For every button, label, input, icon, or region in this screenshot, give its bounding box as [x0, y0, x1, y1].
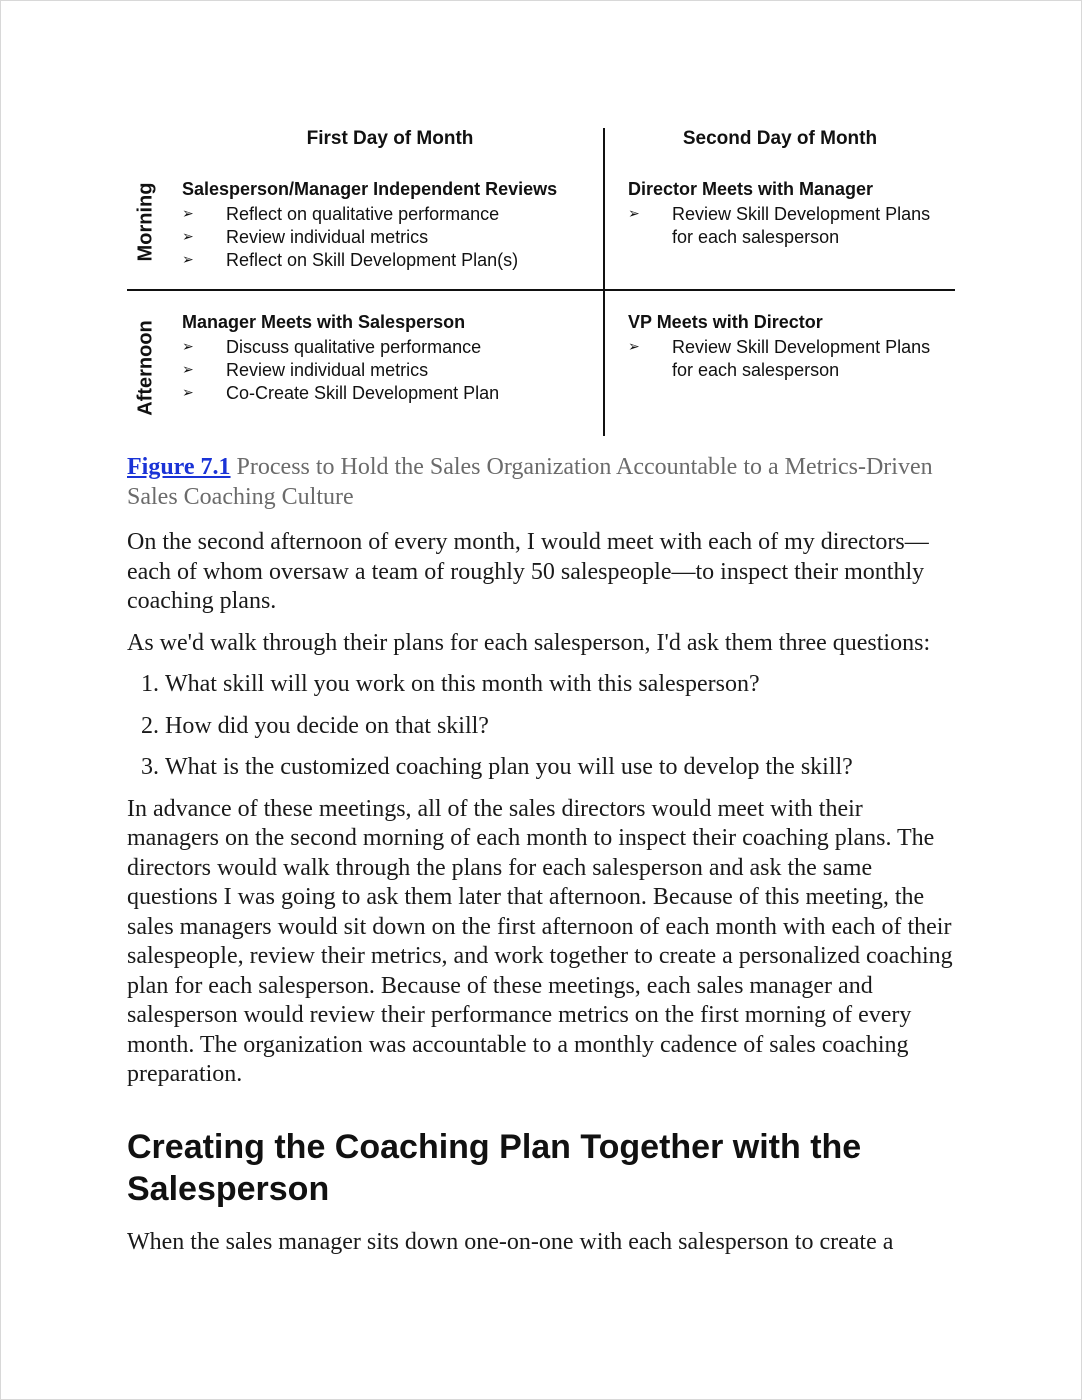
cell-title: Director Meets with Manager — [628, 179, 874, 199]
figure-link[interactable]: Figure 7.1 — [127, 454, 231, 480]
cell-first-afternoon — [182, 312, 499, 405]
column-header-second-day: Second Day of Month — [682, 128, 878, 149]
cell-bullet-item: ➢ Review Skill Development Plans — [628, 337, 931, 357]
cell-first-morning — [182, 179, 557, 272]
arrow-bullet-icon: ➢ — [182, 229, 194, 245]
figure-7-1 — [127, 118, 957, 438]
paragraph: On the second afternoon of every month, I would meet with each of my directors—each of whom oversaw a team of roughly 50 salespeople—to inspect their monthly coaching plans. — [127, 529, 929, 614]
cell-bullet-continuation: for each salesperson — [672, 360, 840, 380]
arrow-bullet-icon: ➢ — [182, 252, 194, 268]
cell-title: Salesperson/Manager Independent Reviews — [182, 179, 558, 199]
row-label-morning: Morning — [134, 182, 157, 262]
arrow-bullet-icon: ➢ — [628, 206, 640, 222]
cell-second-afternoon — [628, 312, 930, 382]
section-heading: Creating the Coaching Plan Together with the Salesperson — [127, 1127, 862, 1208]
question-list — [127, 670, 957, 783]
list-item: 1. What skill will you work on this month with this salesperson? — [165, 670, 957, 700]
body-text — [127, 528, 957, 1269]
arrow-bullet-icon: ➢ — [182, 339, 194, 355]
column-header-first-day: First Day of Month — [306, 128, 474, 149]
figure-horizontal-divider — [127, 289, 955, 291]
cell-bullet-item: ➢ Reflect on qualitative performance — [182, 204, 500, 224]
cell-title: Manager Meets with Salesperson — [182, 312, 466, 332]
paragraph: As we'd walk through their plans for each salesperson, I'd ask them three questions: — [127, 629, 931, 656]
figure-vertical-divider — [603, 128, 605, 436]
cell-title: VP Meets with Director — [628, 312, 823, 332]
cell-bullet-item: ➢ Co-Create Skill Development Plan — [182, 383, 500, 403]
figure-caption — [127, 452, 957, 512]
caption-text: Process to Hold the Sales Organization Accountable to a Metrics-Driven Sales Coaching Culture — [127, 454, 933, 510]
cell-second-morning — [628, 179, 930, 249]
list-item: 3. What is the customized coaching plan you will use to develop the skill? — [165, 753, 957, 783]
row-label-afternoon: Afternoon — [134, 320, 157, 416]
arrow-bullet-icon: ➢ — [182, 206, 194, 222]
list-item: 2. How did you decide on that skill? — [165, 712, 957, 742]
cell-bullet-item: ➢ Discuss qualitative performance — [182, 337, 482, 357]
paragraph: In advance of these meetings, all of the sales directors would meet with their managers on the second morning of each month to inspect their coaching plans. The directors would walk through the plans for each salesperson and ask the same questions I was going to ask them later that afternoon. Because of this meeting, the sales managers would sit down on the first afternoon of each month with each of their salespeople, review their metrics, and work together to create a personalized coaching plan for each salesperson. Because of these meetings, each sales manager and salesperson would review their performance metrics on the first morning of every month. The organization was accountable to a monthly cadence of sales coaching preparation. — [127, 795, 953, 1087]
arrow-bullet-icon: ➢ — [628, 339, 640, 355]
arrow-bullet-icon: ➢ — [182, 362, 194, 378]
paragraph: When the sales manager sits down one-on-one with each salesperson to create a — [127, 1228, 894, 1255]
cell-bullet-continuation: for each salesperson — [672, 227, 840, 247]
cell-bullet-item: ➢ Review Skill Development Plans — [628, 204, 931, 224]
cell-bullet-item: ➢ Reflect on Skill Development Plan(s) — [182, 250, 519, 270]
cell-bullet-item: ➢ Review individual metrics — [182, 227, 429, 247]
arrow-bullet-icon: ➢ — [182, 385, 194, 401]
cell-bullet-item: ➢ Review individual metrics — [182, 360, 429, 380]
